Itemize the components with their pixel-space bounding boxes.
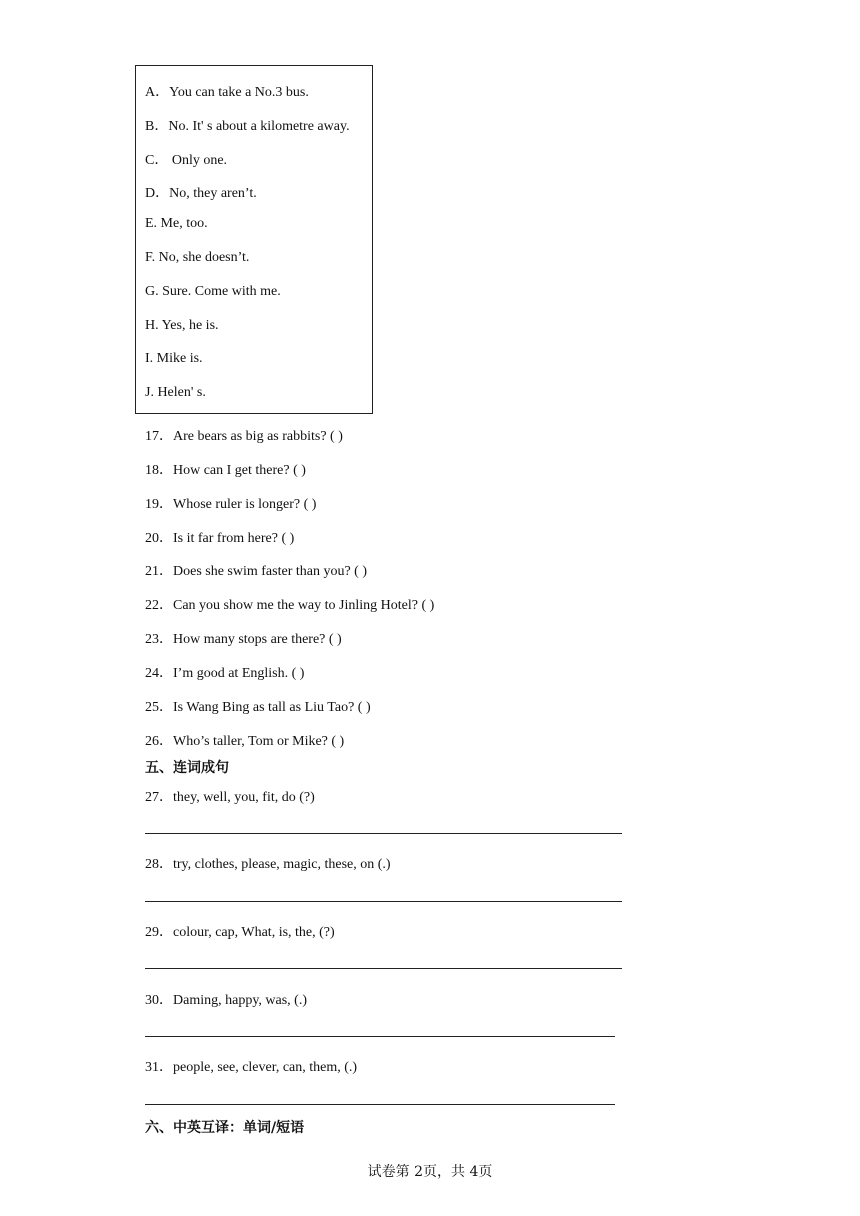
- question-24: 24．I’m good at English. ( ): [145, 666, 305, 681]
- question-25: 25．Is Wang Bing as tall as Liu Tao? ( ): [145, 700, 371, 715]
- question-29: 29．colour, cap, What, is, the, (?): [145, 925, 335, 940]
- answer-line-28: [145, 901, 622, 902]
- question-20: 20．Is it far from here? ( ): [145, 531, 295, 546]
- question-21: 21．Does she swim faster than you? ( ): [145, 564, 368, 579]
- answer-line-27: [145, 833, 622, 834]
- option-j: J. Helen' s.: [145, 385, 206, 400]
- section-title-6: 六、中英互译：单词/短语: [145, 1120, 305, 1136]
- question-27: 27．they, well, you, fit, do (?): [145, 790, 315, 805]
- option-a: A．You can take a No.3 bus.: [145, 85, 309, 100]
- section-title-5: 五、连词成句: [145, 760, 229, 776]
- question-26: 26．Who’s taller, Tom or Mike? ( ): [145, 734, 345, 749]
- question-31: 31．people, see, clever, can, them, (.): [145, 1060, 358, 1075]
- page-footer: 试卷第 2页，共 4页: [367, 1164, 493, 1180]
- option-c: C． Only one.: [145, 153, 228, 168]
- question-23: 23．How many stops are there? ( ): [145, 632, 342, 647]
- answer-options-box: [135, 65, 373, 414]
- question-28: 28．try, clothes, please, magic, these, on (.): [145, 857, 391, 872]
- answer-line-31: [145, 1104, 615, 1105]
- option-f: F. No, she doesn’t.: [145, 250, 250, 265]
- question-18: 18．How can I get there? ( ): [145, 463, 306, 478]
- question-30: 30．Daming, happy, was, (.): [145, 993, 308, 1008]
- answer-line-30: [145, 1036, 615, 1037]
- question-22: 22．Can you show me the way to Jinling Hotel? ( ): [145, 598, 435, 613]
- option-e: E. Me, too.: [145, 216, 208, 231]
- answer-line-29: [145, 968, 622, 969]
- option-h: H. Yes, he is.: [145, 318, 219, 333]
- option-d: D．No, they aren’t.: [145, 186, 257, 201]
- option-g: G. Sure. Come with me.: [145, 284, 281, 299]
- question-19: 19．Whose ruler is longer? ( ): [145, 497, 317, 512]
- option-b: B．No. It' s about a kilometre away.: [145, 119, 350, 134]
- option-i: I. Mike is.: [145, 351, 203, 366]
- question-17: 17．Are bears as big as rabbits? ( ): [145, 429, 343, 444]
